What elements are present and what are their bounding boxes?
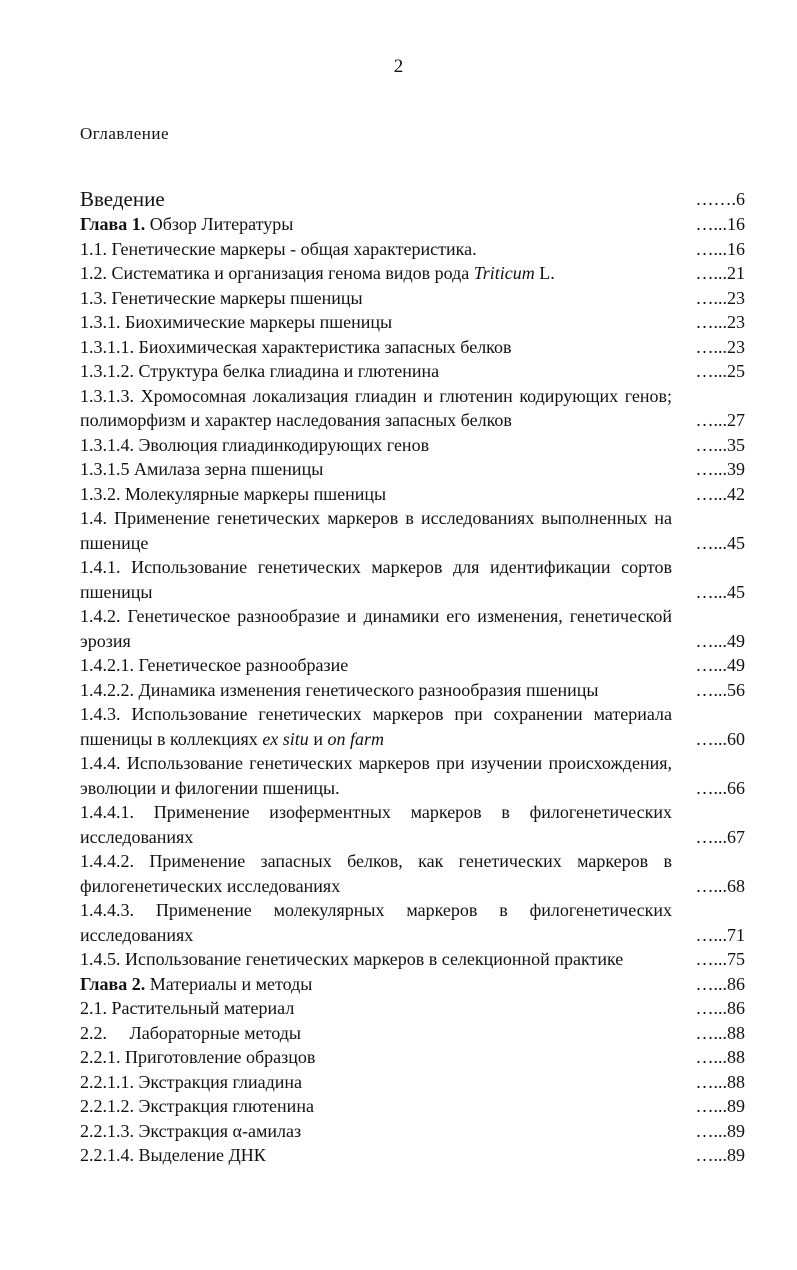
toc-entry-title — [80, 212, 672, 237]
toc-entry-page: …...25 — [695, 361, 745, 381]
toc-entry-title: 1.3.1.2. Структура белка глиадина и глютенина — [80, 361, 440, 381]
toc-entry-page: …...16 — [695, 238, 745, 259]
toc-entry-title: 1.3.1.5 Амилаза зерна пшеницы — [80, 459, 324, 479]
toc-entry[interactable] — [80, 335, 745, 360]
toc-entry-page: …...89 — [695, 1145, 745, 1165]
toc-entry-page: …...75 — [695, 949, 745, 969]
toc-entry-page: …...45 — [695, 532, 745, 553]
toc-entry-page: …...86 — [695, 998, 745, 1018]
toc-entry-title: 2.2.1.2. Экстракция глютенина — [80, 1096, 314, 1116]
toc-entry[interactable] — [80, 555, 745, 604]
toc-entry[interactable] — [80, 653, 745, 678]
page-number: 2 — [393, 56, 404, 77]
toc-entry-page: …...60 — [695, 728, 745, 749]
toc-entry-title: 1.4.3. Использование генетических маркеров при сохранении материала пшеницы в коллекциях ex situ и on farm — [80, 704, 672, 749]
toc-entry-title: 1.3.1.3. Хромосомная локализация глиадин и глютенин кодирующих генов; полиморфизм и характер наследования запасных белков — [80, 385, 672, 430]
chapter-label: Глава 2. — [80, 973, 146, 994]
toc-entry-title: 1.4.5. Использование генетических маркеров в селекционной практике — [80, 949, 624, 969]
toc-entry-page: …...45 — [695, 581, 745, 602]
toc-entry-chapter-2[interactable] — [80, 972, 745, 997]
toc-entry-page: …...66 — [695, 777, 745, 798]
toc-entry-title: 1.4.4. Использование генетических маркеров при изучении происхождения, эволюции и филогении пшеницы. — [80, 753, 672, 798]
toc-entry-page: …...16 — [695, 214, 745, 234]
toc-entry-page: …...23 — [695, 312, 745, 332]
toc-entry[interactable] — [80, 1021, 745, 1046]
toc-entry-introduction[interactable] — [80, 186, 745, 212]
toc-entry[interactable] — [80, 1094, 745, 1119]
toc-entry-page: …...39 — [695, 459, 745, 479]
toc-entry-title: 1.2. Систематика и организация генома видов рода Triticum L. — [80, 263, 555, 283]
italic-term: ex situ — [262, 728, 309, 749]
toc-entry[interactable] — [80, 947, 745, 972]
toc-entry-title: 2.2.1. Приготовление образцов — [80, 1047, 316, 1067]
toc-entry[interactable] — [80, 751, 745, 800]
toc-entry[interactable] — [80, 433, 745, 458]
toc-entry-page: …...88 — [695, 1047, 745, 1067]
toc-entry-title: Введение — [80, 187, 165, 211]
toc-entry[interactable] — [80, 384, 745, 433]
toc-entry[interactable] — [80, 359, 745, 384]
toc-entry-title: 1.3.1.4. Эволюция глиадинкодирующих генов — [80, 434, 430, 455]
toc-entry[interactable] — [80, 237, 745, 262]
toc-entry-page: …...89 — [695, 1120, 745, 1141]
toc-entry[interactable] — [80, 1045, 745, 1070]
toc-entry-title: 2.2. Лабораторные методы — [80, 1022, 301, 1043]
toc-entry-page: …...23 — [695, 287, 745, 308]
chapter-title: Обзор Литературы — [145, 214, 294, 234]
toc-entry[interactable] — [80, 898, 745, 947]
toc-entry[interactable] — [80, 482, 745, 507]
italic-term: Triticum — [473, 263, 535, 283]
chapter-label: Глава 1. — [80, 214, 146, 234]
toc-entry[interactable] — [80, 996, 745, 1021]
toc-entry-title: 1.3. Генетические маркеры пшеницы — [80, 287, 363, 308]
toc-entry-chapter-1[interactable] — [80, 212, 745, 237]
toc-entry-page: …...88 — [695, 1022, 745, 1043]
toc-entry-page: …...23 — [695, 336, 745, 357]
toc-entry-page: …...89 — [695, 1096, 745, 1116]
toc-entry[interactable] — [80, 1143, 745, 1168]
italic-term: on farm — [327, 728, 384, 749]
toc-entry-title — [80, 972, 672, 997]
toc-entry[interactable] — [80, 604, 745, 653]
toc-entry-page: …...49 — [695, 655, 745, 675]
toc-title: Оглавление — [80, 124, 169, 143]
toc-entry-page: …...49 — [695, 630, 745, 651]
toc-entry-title: 1.4.1. Использование генетических маркеров для идентификации сортов пшеницы — [80, 557, 672, 602]
toc-entry[interactable] — [80, 310, 745, 335]
toc-entry-title: 1.3.1.1. Биохимическая характеристика запасных белков — [80, 336, 512, 357]
toc-entry-title: 2.2.1.1. Экстракция глиадина — [80, 1071, 303, 1092]
toc-entry[interactable] — [80, 1119, 745, 1144]
toc-entry-title: 1.4.2.1. Генетическое разнообразие — [80, 655, 349, 675]
table-of-contents — [80, 186, 745, 1168]
chapter-title: Материалы и методы — [145, 973, 313, 994]
toc-entry-title: 1.4.2. Генетическое разнообразие и динамики его изменения, генетической эрозия — [80, 606, 672, 651]
toc-entry[interactable] — [80, 702, 745, 751]
toc-entry[interactable] — [80, 1070, 745, 1095]
toc-entry[interactable] — [80, 800, 745, 849]
toc-entry-title: 1.4.4.1. Применение изоферментных маркеров в филогенетических исследованиях — [80, 802, 672, 847]
toc-entry-title: 2.1. Растительный материал — [80, 998, 295, 1018]
toc-entry[interactable] — [80, 678, 745, 703]
toc-entry-page: …...67 — [695, 826, 745, 847]
toc-entry-page: …...21 — [695, 263, 745, 283]
toc-entry[interactable] — [80, 506, 745, 555]
toc-entry-title: 1.4.4.3. Применение молекулярных маркеров в филогенетических исследованиях — [80, 900, 672, 945]
toc-entry-page: …...27 — [695, 410, 745, 430]
toc-entry-title: 1.3.2. Молекулярные маркеры пшеницы — [80, 483, 387, 504]
toc-entry-page: …...71 — [695, 924, 745, 945]
toc-entry-page: …...56 — [695, 679, 745, 700]
toc-entry-title: 1.4.2.2. Динамика изменения генетического разнообразия пшеницы — [80, 679, 599, 700]
toc-entry[interactable] — [80, 286, 745, 311]
toc-entry[interactable] — [80, 261, 745, 286]
toc-entry-title: 1.4. Применение генетических маркеров в исследованиях выполненных на пшенице — [80, 508, 672, 553]
toc-entry-page: …...86 — [695, 973, 745, 994]
toc-entry-title: 2.2.1.3. Экстракция α-амилаз — [80, 1120, 302, 1141]
toc-entry-title: 1.4.4.2. Применение запасных белков, как генетических маркеров в филогенетических исследованиях — [80, 851, 672, 896]
toc-entry-page: …...68 — [695, 875, 745, 896]
toc-entry[interactable] — [80, 849, 745, 898]
toc-entry-page: …...35 — [695, 434, 745, 455]
toc-entry-title: 2.2.1.4. Выделение ДНК — [80, 1145, 266, 1165]
toc-entry[interactable] — [80, 457, 745, 482]
toc-entry-title: 1.3.1. Биохимические маркеры пшеницы — [80, 312, 393, 332]
toc-entry-page: …...42 — [695, 483, 745, 504]
toc-entry-title: 1.1. Генетические маркеры - общая характеристика. — [80, 238, 477, 259]
toc-entry-page: …...88 — [695, 1071, 745, 1092]
toc-entry-page: …….6 — [695, 189, 745, 209]
